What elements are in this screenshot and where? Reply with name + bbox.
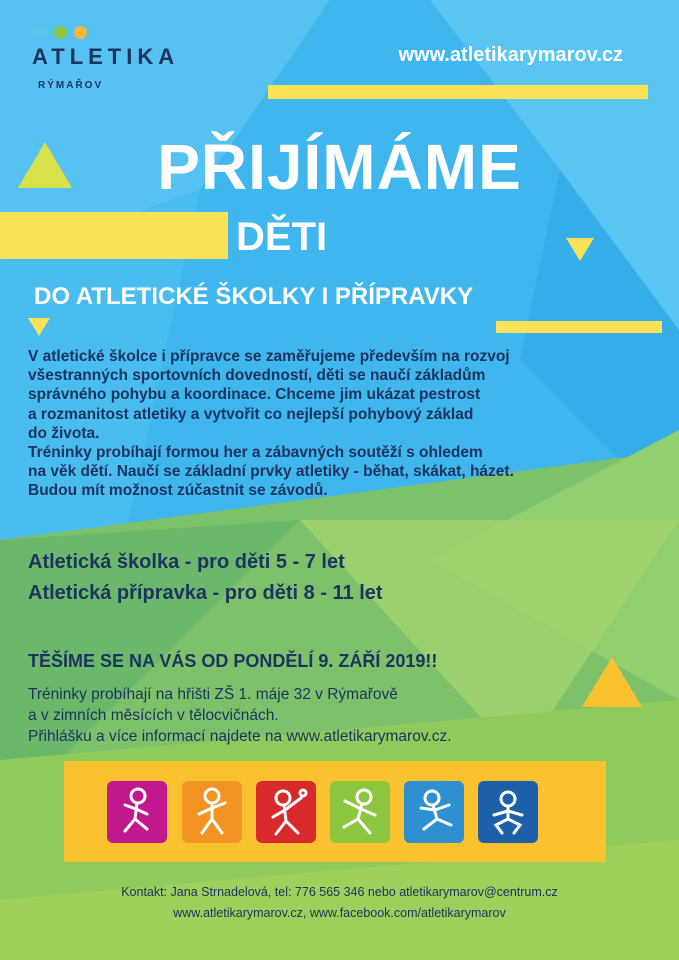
- contact-links: www.atletikarymarov.cz, www.facebook.com/atletikarymarov: [173, 906, 506, 920]
- info-line: Tréninky probíhají na hřišti ZŠ 1. máje 32 v Rýmařově: [28, 686, 398, 703]
- intro-line: Budou mít možnost zúčastnit se závodů.: [28, 482, 328, 500]
- intro-paragraph: [28, 347, 658, 501]
- logo-dot-green: [54, 26, 67, 39]
- contact-line: Kontakt: Jana Strnadelová, tel: 776 565 346 nebo atletikarymarov@centrum.cz: [121, 885, 558, 899]
- intro-line: správného pohybu a koordinace. Chceme jim ukázat pestrost: [28, 386, 481, 404]
- pictogram-strip: [64, 761, 606, 862]
- intro-line: na věk dětí. Naučí se základní prvky atletiky - běhat, skákat, házet.: [28, 463, 514, 481]
- jumping-child-icon: [404, 781, 464, 843]
- sprinting-child-icon: [107, 781, 167, 843]
- yellow-triangle-small: [28, 318, 50, 336]
- dancing-child-icon: [182, 781, 242, 843]
- yellow-stripe-left: [0, 212, 228, 259]
- crouching-child-icon: [478, 781, 538, 843]
- leaping-child-icon: [330, 781, 390, 843]
- headline-subtitle: DĚTI: [236, 215, 328, 259]
- yellow-stripe-right: [496, 321, 662, 333]
- yellow-stripe-top: [268, 85, 648, 99]
- orange-triangle: [582, 657, 642, 707]
- logo-town: RÝMAŘOV: [38, 80, 104, 91]
- website-link[interactable]: www.atletikarymarov.cz: [398, 44, 623, 66]
- headline-title: PŘIJÍMÁME: [157, 131, 522, 203]
- info-line: a v zimních měsících v tělocvičnách.: [28, 707, 279, 724]
- yellow-triangle-right: [566, 238, 594, 261]
- intro-line: a rozmanitost atletiky a vytvořit co nejlepší pohybový základ: [28, 405, 474, 423]
- logo-dots: [34, 26, 87, 39]
- intro-line: Tréninky probíhají formou her a zábavných soutěží s ohledem: [28, 444, 483, 462]
- start-date-note: TĚŠÍME SE NA VÁS OD PONDĚLÍ 9. ZÁŘÍ 2019!!: [28, 651, 438, 671]
- throwing-child-icon: [256, 781, 316, 843]
- group-kindergarten: Atletická školka - pro děti 5 - 7 let: [28, 551, 345, 573]
- logo-dot-orange: [74, 26, 87, 39]
- info-line: Přihlášku a více informací najdete na www.atletikarymarov.cz.: [28, 728, 452, 745]
- logo-name: ATLETIKA: [32, 44, 180, 69]
- intro-line: do života.: [28, 424, 100, 442]
- group-preparatory: Atletická přípravka - pro děti 8 - 11 let: [28, 582, 383, 604]
- logo-dot-blue: [34, 26, 47, 39]
- intro-line: V atletické školce i přípravce se zaměřujeme především na rozvoj: [28, 348, 510, 365]
- headline-target: DO ATLETICKÉ ŠKOLKY I PŘÍPRAVKY: [34, 283, 474, 310]
- intro-line: všestranných sportovních dovedností, děti se naučí základům: [28, 367, 486, 385]
- training-info: [28, 684, 452, 747]
